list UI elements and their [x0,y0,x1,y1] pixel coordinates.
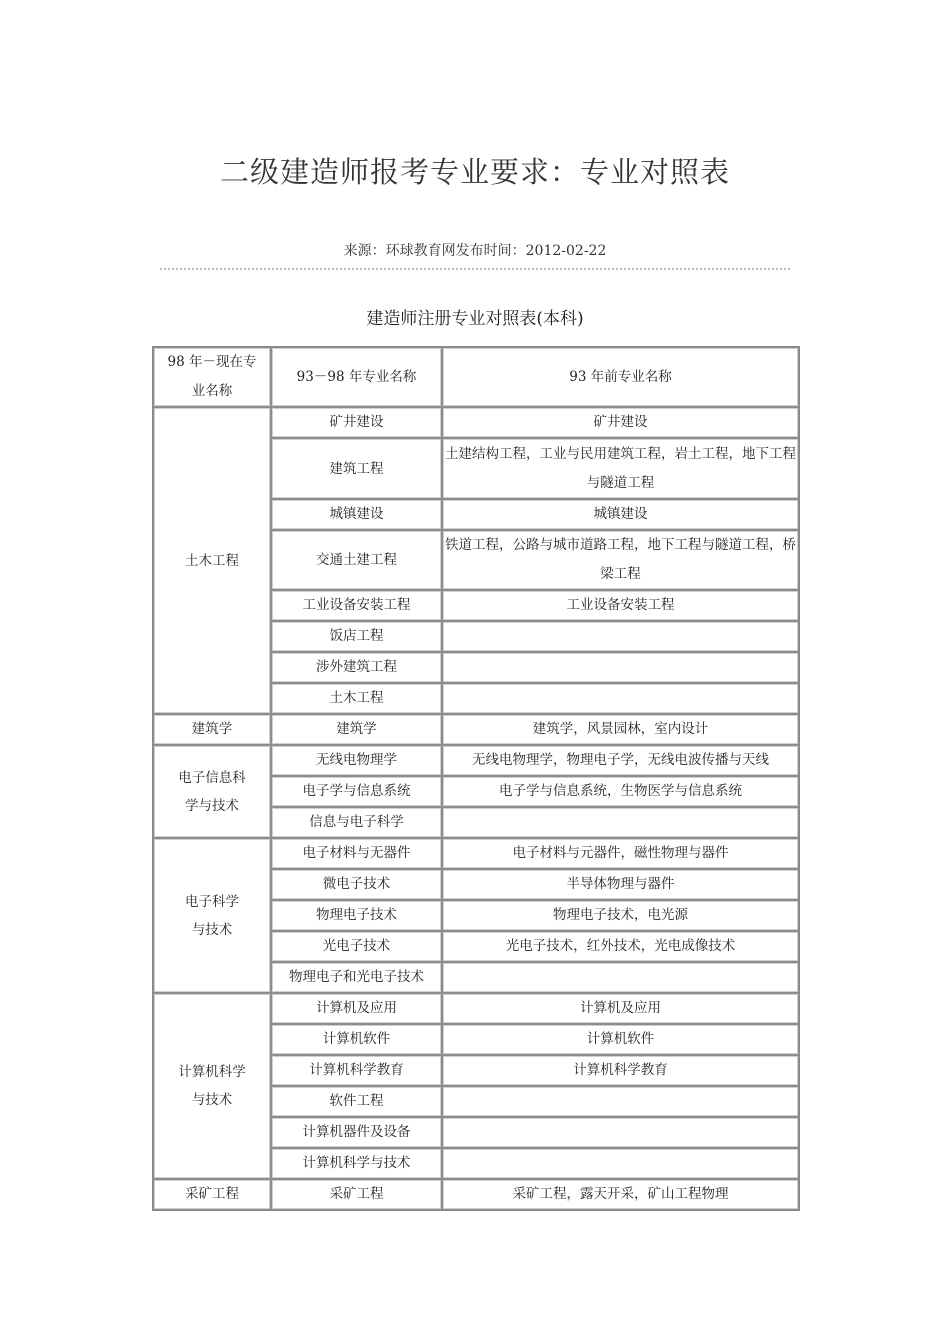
major-pre-93 [442,1148,799,1179]
major-pre-93: 工业设备安装工程 [442,590,799,621]
major-93-98: 计算机科学教育 [271,1055,442,1086]
header-pre-93-major: 93 年前专业名称 [442,347,799,407]
major-93-98: 光电子技术 [271,931,442,962]
major-comparison-table [152,346,800,1211]
table-row [153,1179,799,1210]
major-93-98: 交通土建工程 [271,530,442,590]
major-93-98: 计算机软件 [271,1024,442,1055]
major-93-98: 采矿工程 [271,1179,442,1210]
major-93-98: 建筑工程 [271,438,442,499]
major-pre-93: 矿井建设 [442,407,799,438]
group-name: 计算机科学与技术 [153,993,271,1179]
page-title: 二级建造师报考专业要求：专业对照表 [219,155,730,189]
major-pre-93 [442,807,799,838]
major-pre-93 [442,621,799,652]
major-93-98: 建筑学 [271,714,442,745]
group-name: 电子科学与技术 [153,838,271,993]
major-93-98: 计算机及应用 [271,993,442,1024]
major-pre-93: 铁道工程，公路与城市道路工程，地下工程与隧道工程，桥梁工程 [442,530,799,590]
major-93-98: 软件工程 [271,1086,442,1117]
major-pre-93: 计算机及应用 [442,993,799,1024]
group-name: 电子信息科学与技术 [153,745,271,838]
major-93-98: 矿井建设 [271,407,442,438]
major-pre-93: 物理电子技术，电光源 [442,900,799,931]
major-pre-93: 采矿工程，露天开采，矿山工程物理 [442,1179,799,1210]
major-93-98: 工业设备安装工程 [271,590,442,621]
group-name: 土木工程 [153,407,271,714]
major-pre-93: 电子学与信息系统，生物医学与信息系统 [442,776,799,807]
major-pre-93: 半导体物理与器件 [442,869,799,900]
major-93-98: 城镇建设 [271,499,442,530]
major-pre-93 [442,652,799,683]
major-pre-93: 城镇建设 [442,499,799,530]
header-row [153,347,799,407]
major-93-98: 计算机器件及设备 [271,1117,442,1148]
major-pre-93: 建筑学，风景园林，室内设计 [442,714,799,745]
major-93-98: 涉外建筑工程 [271,652,442,683]
major-pre-93: 计算机科学教育 [442,1055,799,1086]
major-pre-93 [442,1117,799,1148]
table-row [153,838,799,869]
major-93-98: 物理电子和光电子技术 [271,962,442,993]
major-93-98: 土木工程 [271,683,442,714]
major-pre-93 [442,1086,799,1117]
major-93-98: 计算机科学与技术 [271,1148,442,1179]
major-93-98: 饭店工程 [271,621,442,652]
major-pre-93 [442,962,799,993]
major-93-98: 物理电子技术 [271,900,442,931]
major-93-98: 微电子技术 [271,869,442,900]
major-93-98: 无线电物理学 [271,745,442,776]
major-93-98: 信息与电子科学 [271,807,442,838]
header-93-98-major: 93－98 年专业名称 [271,347,442,407]
major-pre-93: 计算机软件 [442,1024,799,1055]
major-pre-93 [442,683,799,714]
major-pre-93: 无线电物理学，物理电子学，无线电波传播与天线 [442,745,799,776]
major-pre-93: 电子材料与元器件，磁性物理与器件 [442,838,799,869]
major-93-98: 电子学与信息系统 [271,776,442,807]
header-current-major: 98 年－现在专业名称 [153,347,271,407]
major-pre-93: 光电子技术，红外技术，光电成像技术 [442,931,799,962]
group-name: 采矿工程 [153,1179,271,1210]
table-row [153,745,799,776]
group-name: 建筑学 [153,714,271,745]
table-row [153,714,799,745]
source-line: 来源：环球教育网发布时间：2012-02-22 [343,243,607,259]
table-row [153,993,799,1024]
major-pre-93: 土建结构工程，工业与民用建筑工程，岩土工程，地下工程与隧道工程 [442,438,799,499]
table-row [153,407,799,438]
dotted-divider [160,268,790,270]
major-93-98: 电子材料与无器件 [271,838,442,869]
table-title: 建造师注册专业对照表(本科) [366,309,584,329]
